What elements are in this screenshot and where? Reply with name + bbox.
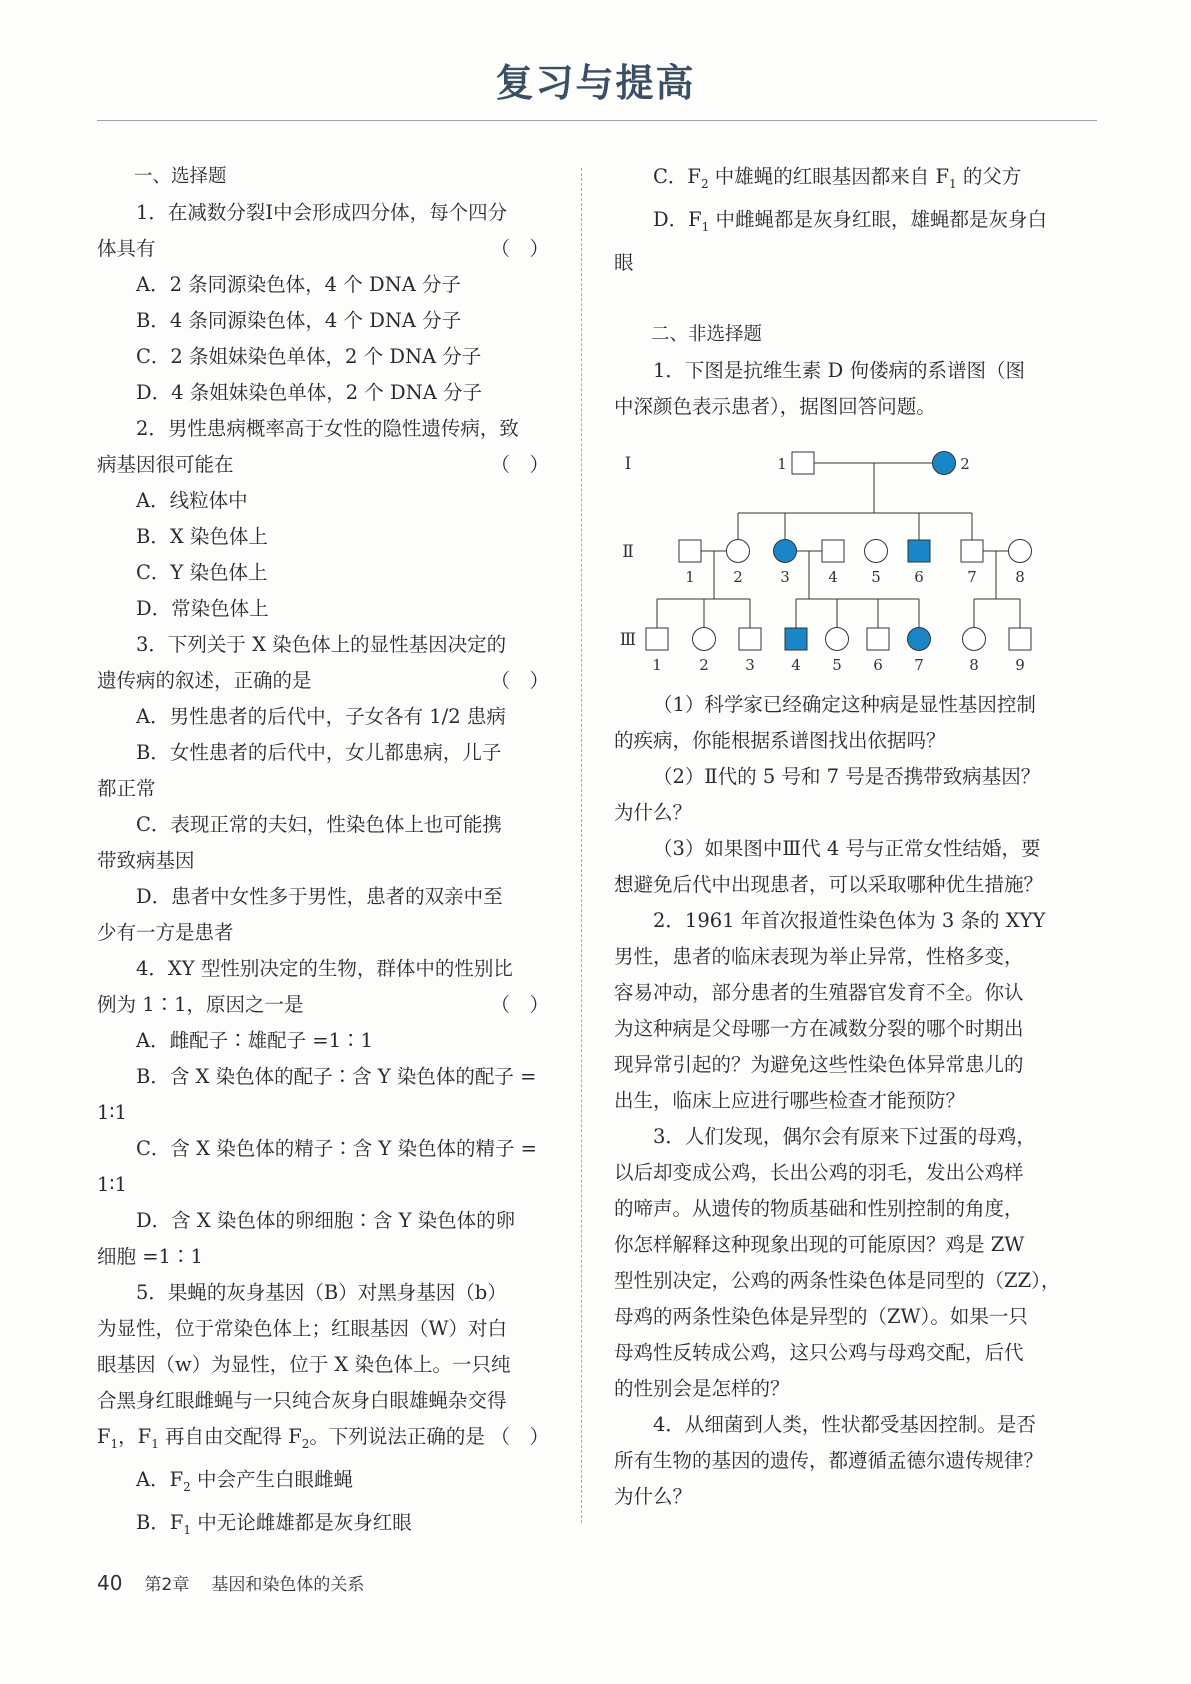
question-text: 体具有 (97, 237, 156, 260)
section-heading: 二、非选择题 (651, 323, 763, 345)
individual-number: 7 (914, 655, 924, 673)
text-line: 1∶1 (97, 1173, 127, 1196)
question-line (97, 231, 549, 267)
text-line: 2．1961 年首次报道性染色体为 3 条的 XYY (653, 908, 1046, 932)
text-line: 合黑身红眼雌蝇与一只纯合灰身白眼雄蝇杂交得 (97, 1389, 507, 1412)
male-square (961, 540, 983, 562)
question-line (97, 447, 549, 483)
text-line: 少有一方是患者 (97, 921, 234, 944)
individual-number: 3 (780, 567, 790, 586)
text-line: 4．从细菌到人类，性状都受基因控制。是否 (653, 1412, 1036, 1436)
female-circle (963, 627, 986, 650)
subscript: 1 (151, 1436, 159, 1451)
text-line: C．2 条姐妹染色单体，2 个 DNA 分子 (136, 345, 482, 368)
generation-label: Ⅲ (619, 629, 637, 650)
text-line: 眼基因（w）为显性，位于 X 染色体上。一只纯 (97, 1353, 511, 1376)
text-line: 的啼声。从遗传的物质基础和性别控制的角度， (614, 1196, 1024, 1220)
generation-label: Ⅰ (624, 453, 632, 474)
question-text: F (97, 1425, 111, 1448)
individual-number: 2 (699, 655, 709, 673)
pedigree-chart (614, 433, 1066, 673)
subscript: 1 (110, 1436, 119, 1451)
generation-label: Ⅱ (622, 541, 634, 562)
chapter-title: 基因和染色体的关系 (211, 1575, 365, 1595)
text-line: 4．XY 型性别决定的生物，群体中的性别比 (136, 957, 513, 980)
female-circle (727, 539, 750, 562)
text-line: 你怎样解释这种现象出现的可能原因？鸡是 ZW (614, 1232, 1025, 1256)
section-heading: 一、选择题 (134, 166, 227, 187)
page-number: 40 (97, 1571, 123, 1595)
option-line (97, 1462, 549, 1505)
text-line: 为显性，位于常染色体上；红眼基因（W）对白 (97, 1317, 508, 1340)
subscript: 1 (949, 176, 957, 191)
text-line: D．患者中女性多于男性，患者的双亲中至 (136, 885, 503, 908)
text-line: 所有生物的基因的遗传，都遵循孟德尔遗传规律？ (614, 1448, 1044, 1472)
text-line: 都正常 (97, 777, 156, 800)
individual-number: 1 (652, 655, 662, 673)
chapter-label: 第2章 (144, 1575, 190, 1595)
option-text: A．F (136, 1467, 184, 1491)
text-line: 1．下图是抗维生素 D 佝偻病的系谱图（图 (653, 358, 1025, 382)
text-line: 1∶1 (97, 1101, 127, 1124)
individual-number: 2 (733, 567, 743, 586)
affected-female-circle (774, 539, 797, 562)
individual-number: 8 (1015, 567, 1025, 586)
individual-number: 8 (969, 655, 979, 673)
female-circle (693, 627, 716, 650)
text-line: A．2 条同源染色体，4 个 DNA 分子 (136, 273, 461, 296)
individual-number: 4 (791, 655, 801, 673)
subscript: 1 (183, 1522, 192, 1537)
male-square (822, 540, 844, 562)
text-line: 现异常引起的？为避免这些性染色体异常患儿的 (614, 1052, 1024, 1076)
text-line: B．4 条同源染色体，4 个 DNA 分子 (136, 309, 462, 332)
page-footer (97, 1570, 364, 1595)
individual-number: 1 (777, 454, 787, 473)
text-line: C．表现正常的夫妇，性染色体上也可能携 (136, 813, 502, 836)
option-text: 中会产生白眼雌蝇 (190, 1467, 353, 1491)
subscript: 1 (701, 219, 710, 234)
question-text: 遗传病的叙述，正确的是 (97, 669, 312, 692)
individual-number: 7 (967, 567, 977, 586)
text-line: B．女性患者的后代中，女儿都患病，儿子 (136, 741, 502, 764)
individual-number: 1 (685, 567, 695, 586)
text-line: 3．人们发现，偶尔会有原来下过蛋的母鸡， (653, 1124, 1036, 1148)
question-text: 。下列说法正确的是 (309, 1425, 485, 1448)
affected-female-circle (908, 627, 931, 650)
page-title: 复习与提高 (495, 61, 696, 105)
text-line: 2．男性患病概率高于女性的隐性遗传病，致 (136, 417, 519, 440)
text-line: 的性别会是怎样的？ (614, 1376, 790, 1400)
option-text: D．F (653, 207, 702, 231)
column-divider (581, 168, 582, 1523)
text-line: （3）如果图中Ⅲ代 4 号与正常女性结婚，要 (653, 836, 1041, 860)
text-line: A．线粒体中 (136, 489, 248, 512)
option-line (97, 1505, 549, 1548)
title-rule (97, 120, 1097, 121)
option-text: 中雌蝇都是灰身红眼，雄蝇都是灰身白眼 (614, 207, 1048, 274)
text-line: 3．下列关于 X 染色体上的显性基因决定的 (136, 633, 507, 656)
female-circle (826, 627, 849, 650)
individual-number: 5 (832, 655, 842, 673)
option-text: 中雄蝇的红眼基因都来自 F (708, 165, 950, 188)
subscript: 2 (700, 176, 709, 191)
text-line: 细胞 =1∶1 (97, 1245, 203, 1268)
text-line: D．含 X 染色体的卵细胞∶含 Y 染色体的卵 (136, 1209, 516, 1232)
affected-female-circle (933, 451, 956, 474)
text-line: 的疾病，你能根据系谱图找出依据吗？ (614, 728, 946, 752)
text-line: 中深颜色表示患者），据图回答问题。 (614, 394, 936, 418)
text-line: 想避免后代中出现患者，可以采取哪种优生措施？ (614, 872, 1044, 896)
answer-bracket: （ ） (490, 993, 549, 1016)
question-line (97, 663, 549, 699)
affected-male-square (908, 540, 930, 562)
text-line: （1）科学家已经确定这种病是显性基因控制 (653, 692, 1036, 716)
individual-number: 6 (914, 567, 924, 586)
female-circle (865, 539, 888, 562)
answer-bracket: （ ） (490, 1425, 549, 1448)
male-square (646, 628, 668, 650)
individual-number: 3 (745, 655, 755, 673)
text-line: 容易冲动，部分患者的生殖器官发育不全。你认 (614, 980, 1024, 1004)
text-line: 以后却变成公鸡，长出公鸡的羽毛，发出公鸡样 (614, 1160, 1024, 1184)
text-line: A．雌配子∶雄配子 =1∶1 (136, 1029, 373, 1052)
text-line: 带致病基因 (97, 849, 195, 872)
text-line: 出生，临床上应进行哪些检查才能预防？ (614, 1088, 966, 1112)
question-line (97, 1419, 549, 1462)
option-line (614, 202, 1066, 281)
text-line: 母鸡性反转成公鸡，这只公鸡与母鸡交配，后代 (614, 1340, 1024, 1364)
option-text: C．F (653, 165, 701, 188)
text-line: （2）Ⅱ代的 5 号和 7 号是否携带致病基因？ (653, 764, 1041, 788)
text-line: B．含 X 染色体的配子∶含 Y 染色体的配子 = (136, 1065, 537, 1088)
subscript: 2 (183, 1479, 191, 1494)
individual-number: 9 (1015, 655, 1025, 673)
text-line: 男性，患者的临床表现为举止异常，性格多变， (614, 944, 1024, 968)
male-square (679, 540, 701, 562)
male-square (739, 628, 761, 650)
text-line: 1．在减数分裂Ⅰ中会形成四分体，每个四分 (136, 201, 508, 224)
text-line: 为什么？ (614, 1484, 693, 1508)
affected-male-square (785, 628, 807, 650)
female-circle (1009, 539, 1032, 562)
text-line: C．含 X 染色体的精子∶含 Y 染色体的精子 = (136, 1137, 538, 1160)
text-line: 5．果蝇的灰身基因（B）对黑身基因（b） (136, 1281, 507, 1304)
answer-bracket: （ ） (490, 669, 549, 692)
left-column (97, 159, 549, 1548)
text-line: 为什么？ (614, 800, 693, 824)
individual-number: 6 (873, 655, 883, 673)
option-text: 中无论雌雄都是灰身红眼 (191, 1510, 412, 1534)
text-line: 型性别决定，公鸡的两条性染色体是同型的（ZZ）， (614, 1268, 1061, 1292)
spacer (614, 281, 1066, 317)
text-line: B．X 染色体上 (136, 525, 268, 548)
question-text: ，F (118, 1425, 152, 1448)
question-text: 例为 1∶1，原因之一是 (97, 993, 304, 1016)
male-square (867, 628, 889, 650)
question-text: 病基因很可能在 (97, 453, 234, 476)
question-line (97, 987, 549, 1023)
question-text: 再自由交配得 F (158, 1425, 302, 1448)
text-line: A．男性患者的后代中，子女各有 1/2 患病 (136, 705, 506, 728)
text-line: D．常染色体上 (136, 597, 269, 620)
answer-bracket: （ ） (490, 237, 549, 260)
option-line (614, 159, 1066, 202)
option-text: B．F (136, 1510, 184, 1534)
individual-number: 5 (871, 567, 881, 586)
male-square (792, 452, 814, 474)
question-text (97, 1425, 485, 1451)
right-column (614, 159, 1066, 1515)
text-line: 为这种病是父母哪一方在减数分裂的哪个时期出 (614, 1016, 1024, 1040)
individual-number: 2 (960, 454, 970, 473)
text-line: D．4 条姐妹染色单体，2 个 DNA 分子 (136, 381, 483, 404)
option-text: 的父方 (956, 165, 1022, 188)
text-line: 母鸡的两条性染色体是异型的（ZW）。如果一只 (614, 1304, 1028, 1328)
text-line: C．Y 染色体上 (136, 561, 268, 584)
answer-bracket: （ ） (490, 453, 549, 476)
male-square (1009, 628, 1031, 650)
individual-number: 4 (828, 567, 838, 586)
subscript: 2 (301, 1436, 310, 1451)
